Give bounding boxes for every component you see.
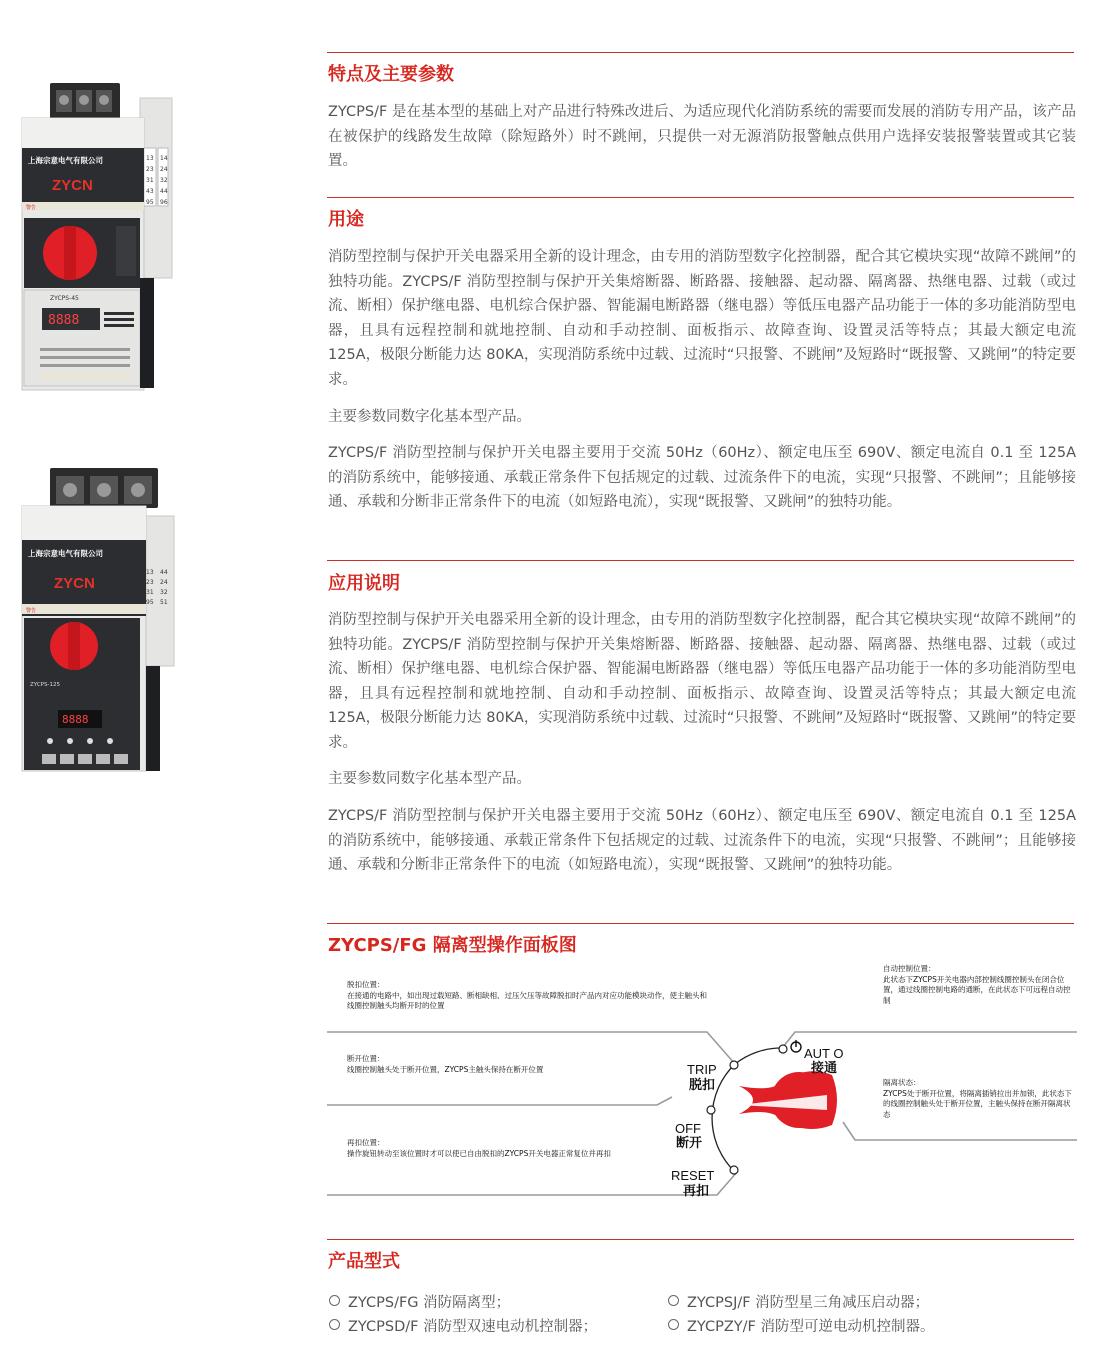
section-divider bbox=[327, 560, 1074, 561]
svg-text:95: 95 bbox=[146, 599, 154, 606]
auto-note-title: 自动控制位置： bbox=[883, 964, 936, 973]
svg-text:23: 23 bbox=[146, 579, 154, 586]
list-item: ZYCPS/FG 消防隔离型； bbox=[329, 1292, 510, 1314]
label-off-en: OFF bbox=[675, 1121, 701, 1136]
svg-text:44: 44 bbox=[160, 569, 168, 576]
section-title-panel: ZYCPS/FG 隔离型操作面板图 bbox=[328, 935, 577, 956]
label-auto-cn: 接通 bbox=[811, 1061, 838, 1076]
list-item: ZYCPSD/F 消防型双速电动机控制器； bbox=[329, 1316, 597, 1338]
circle-bullet-icon bbox=[668, 1295, 679, 1306]
section-divider bbox=[327, 197, 1074, 198]
section-title-application: 应用说明 bbox=[328, 573, 400, 594]
application-text-2: 主要参数同数字化基本型产品。 bbox=[328, 771, 531, 787]
circle-bullet-icon bbox=[329, 1295, 340, 1306]
isolation-state-note bbox=[883, 1078, 1075, 1120]
reset-note-title: 再扣位置： bbox=[347, 1138, 385, 1147]
usage-text-2: 主要参数同数字化基本型产品。 bbox=[328, 409, 531, 425]
iso-note-body: ZYCPS处于断开位置，将隔离插销拉出并加锁，此状态下的线圈控制触头处于断开位置，主触头保持在断开隔离状态 bbox=[883, 1088, 1072, 1119]
label-trip-cn: 脱扣 bbox=[689, 1078, 716, 1093]
svg-text:32: 32 bbox=[160, 589, 168, 596]
list-item: ZYCPZY/F 消防型可逆电动机控制器。 bbox=[668, 1316, 935, 1338]
device-company: 上海宗意电气有限公司 bbox=[28, 156, 103, 165]
svg-text:95: 95 bbox=[146, 199, 154, 206]
label-off-cn: 断开 bbox=[676, 1136, 703, 1151]
operation-panel-diagram bbox=[327, 960, 1077, 1210]
label-reset-en: RESET bbox=[671, 1168, 715, 1183]
label-trip-en: TRIP bbox=[687, 1062, 717, 1077]
section-title-features: 特点及主要参数 bbox=[328, 64, 454, 85]
device-drawing bbox=[20, 466, 180, 776]
svg-text:13: 13 bbox=[146, 155, 154, 162]
svg-text:警告: 警告 bbox=[26, 205, 37, 211]
svg-text:8888: 8888 bbox=[48, 313, 80, 328]
product-image-zycps-45 bbox=[20, 78, 180, 398]
reset-note-body: 操作旋钮转动至该位置时才可以使已自由脱扣的ZYCPS开关电器正常复位并再扣 bbox=[347, 1148, 611, 1158]
svg-text:警告: 警告 bbox=[26, 608, 37, 614]
list-item: ZYCPSJ/F 消防型星三角减压启动器； bbox=[668, 1292, 929, 1314]
section-title-usage: 用途 bbox=[328, 209, 364, 230]
off-note-body: 线圈控制触头处于断开位置，ZYCPS主触头保持在断开位置 bbox=[347, 1064, 544, 1074]
reset-position-note bbox=[347, 1138, 637, 1159]
svg-text:ZYCPS-125: ZYCPS-125 bbox=[30, 682, 60, 688]
power-icon bbox=[791, 1040, 801, 1052]
svg-text:上海宗意电气有限公司: 上海宗意电气有限公司 bbox=[28, 549, 103, 558]
usage-text-3: ZYCPS/F 消防型控制与保护开关电器主要用于交流 50Hz（60Hz）、额定电压至 690V、额定电流自 0.1 至 125A 的消防系统中，能够接通、承载正常条件下包括规定的过载、过流条件下的电流，实现“只报警、不跳闸”；且能够接通、承载和分断非正常条件下的电流（如短路电流），实现“既报警、又跳闸”的独特功能。 bbox=[328, 445, 1076, 510]
svg-text:31: 31 bbox=[146, 589, 154, 596]
svg-text:14: 14 bbox=[160, 155, 168, 162]
section-divider bbox=[327, 52, 1074, 53]
usage-text-1: 消防型控制与保护开关电器采用全新的设计理念，由专用的消防型数字化控制器，配合其它模块实现“故障不跳闸”的独特功能。ZYCPS/F 消防型控制与保护开关集熔断器、断路器、接触器、起动器、隔离器、热继电器、过载（或过流、断相）保护继电器、电机综合保护器、智能漏电断路器（继电器）等低压电器产品功能于一体的多功能消防型电器，且具有远程控制和就地控制、自动和手动控制、面板指示、故障查询、设置灵活等特点；其最大额定电流 125A，极限分断能力达 80KA，实现消防系统中过载、过流时“只报警、不跳闸”及短路时“既报警、又跳闸”的特定要求。 bbox=[328, 249, 1076, 388]
svg-text:31: 31 bbox=[146, 177, 154, 184]
application-text-3: ZYCPS/F 消防型控制与保护开关电器主要用于交流 50Hz（60Hz）、额定电压至 690V、额定电流自 0.1 至 125A 的消防系统中，能够接通、承载正常条件下包括规定的过载、过流条件下的电流，实现“只报警、不跳闸”；且能够接通、承载和分断非正常条件下的电流（如短路电流），实现“既报警、又跳闸”的独特功能。 bbox=[328, 808, 1076, 873]
svg-text:24: 24 bbox=[160, 579, 168, 586]
auto-note-body: 此状态下ZYCPS开关电器内部控制线圈控制头在闭合位置，通过线圈控制电路的通断，在此状态下可远程自动控制 bbox=[883, 974, 1071, 1005]
svg-text:96: 96 bbox=[160, 199, 168, 206]
label-auto-en: AUT O bbox=[804, 1046, 844, 1061]
device-brand: ZYCN bbox=[52, 177, 93, 194]
circle-bullet-icon bbox=[329, 1319, 340, 1330]
svg-text:43: 43 bbox=[146, 188, 154, 195]
svg-text:24: 24 bbox=[160, 166, 168, 173]
svg-text:44: 44 bbox=[160, 188, 168, 195]
label-reset-cn: 再扣 bbox=[683, 1184, 710, 1199]
trip-note-title: 脱扣位置： bbox=[347, 980, 385, 989]
auto-position-note bbox=[883, 964, 1075, 1006]
svg-text:32: 32 bbox=[160, 177, 168, 184]
off-note-title: 断开位置： bbox=[347, 1054, 385, 1063]
features-text: ZYCPS/F 是在基本型的基础上对产品进行特殊改进后、为适应现代化消防系统的需要而发展的消防专用产品，该产品在被保护的线路发生故障（除短路外）时不跳闸，只提供一对无源消防报警触点供用户选择安装报警装置或其它装置。 bbox=[328, 104, 1076, 169]
product-image-zycps-125 bbox=[20, 466, 180, 776]
section-divider bbox=[327, 923, 1074, 924]
section-title-models: 产品型式 bbox=[328, 1251, 400, 1272]
device-drawing bbox=[20, 78, 180, 398]
trip-position-note bbox=[347, 980, 707, 1012]
svg-text:ZYCPS-45: ZYCPS-45 bbox=[50, 295, 79, 302]
svg-text:8888: 8888 bbox=[62, 713, 89, 726]
trip-note-body: 在接通的电路中，如出现过载短路、断相缺相、过压欠压等故障脱扣时产品内对应功能模块动作，使主触头和线圈控制触头均断开时的位置 bbox=[347, 990, 707, 1010]
svg-text:51: 51 bbox=[160, 599, 168, 606]
svg-text:ZYCN: ZYCN bbox=[54, 575, 95, 592]
off-position-note bbox=[347, 1054, 657, 1075]
circle-bullet-icon bbox=[668, 1319, 679, 1330]
svg-text:13: 13 bbox=[146, 569, 154, 576]
application-text-1: 消防型控制与保护开关电器采用全新的设计理念，由专用的消防型数字化控制器，配合其它模块实现“故障不跳闸”的独特功能。ZYCPS/F 消防型控制与保护开关集熔断器、断路器、接触器、起动器、隔离器、热继电器、过载（或过流、断相）保护继电器、电机综合保护器、智能漏电断路器（继电器）等低压电器产品功能于一体的多功能消防型电器，且具有远程控制和就地控制、自动和手动控制、面板指示、故障查询、设置灵活等特点；其最大额定电流 125A，极限分断能力达 80KA，实现消防系统中过载、过流时“只报警、不跳闸”及短路时“既报警、又跳闸”的特定要求。 bbox=[328, 612, 1076, 751]
svg-text:23: 23 bbox=[146, 166, 154, 173]
section-divider bbox=[327, 1239, 1074, 1240]
iso-note-title: 隔离状态： bbox=[883, 1078, 921, 1087]
